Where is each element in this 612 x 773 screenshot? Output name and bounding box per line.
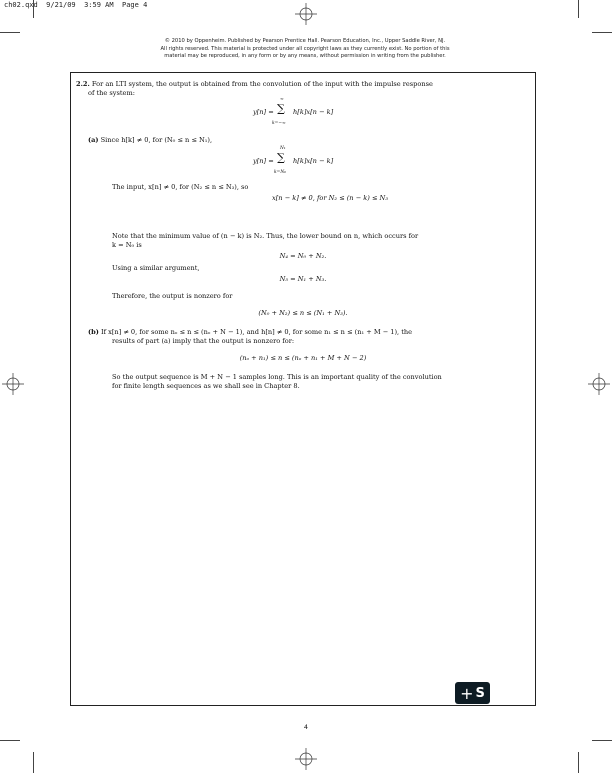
part-b-line: [88, 328, 412, 337]
equation-input-nonzero: x[n − k] ≠ 0, for N₂ ≤ (n − k) ≤ N₃: [272, 194, 388, 202]
registration-mark-top-icon: [295, 3, 317, 25]
part-a-line: [88, 136, 212, 145]
eq-lhs: y[n] =: [253, 157, 274, 165]
part-a-label: (a): [88, 136, 99, 144]
copyright-line: © 2010 by Oppenheim. Published by Pearson Prentice Hall. Pearson Education, Inc., Upper Saddle River, NJ.: [164, 38, 446, 44]
crop-mark-top-right-v: [578, 0, 579, 18]
registration-mark-bottom-icon: [295, 748, 317, 770]
copyright-line: material may be reproduced, in any form or by any means, without permission in writing from the publisher.: [164, 53, 446, 60]
part-b-label: (b): [88, 328, 99, 336]
copyright-notice: [105, 38, 505, 61]
equation-output-range: (N₀ + N₂) ≤ n ≤ (N₁ + N₃).: [258, 309, 348, 317]
eq-rhs: h[k]x[n − k]: [293, 157, 334, 165]
summation-icon: ∑: [277, 102, 285, 115]
registration-mark-left-icon: [2, 373, 24, 395]
part-b-text: If x[n] ≠ 0, for some nₒ ≤ n ≤ (nₒ + N − 1), and h[n] ≠ 0, for some n₁ ≤ n ≤ (n₁ + M − 1), the: [100, 328, 413, 336]
note-line: k = N₀ is: [112, 241, 142, 249]
eq-lhs: y[n] =: [253, 108, 274, 116]
equation-n5: N₅ = N₁ + N₃.: [279, 275, 327, 283]
problem-intro-text: For an LTI system, the output is obtained from the convolution of the input with the impulse response: [91, 80, 433, 88]
page-number: 4: [303, 723, 309, 731]
therefore-text: Therefore, the output is nonzero for: [112, 292, 233, 300]
equation-output-range-b: (nₒ + n₁) ≤ n ≤ (nₒ + n₁ + M + N − 2): [239, 354, 367, 362]
problem-intro-line: of the system:: [88, 89, 135, 97]
crop-mark-bottom-right-v: [578, 752, 579, 773]
part-b-line: results of part (a) imply that the output is nonzero for:: [112, 337, 295, 345]
equation-convolution-sum: [253, 97, 393, 127]
problem-number: 2.2.: [76, 80, 90, 88]
crop-mark-bottom-right-h: [592, 740, 612, 741]
registration-mark-right-icon: [588, 373, 610, 395]
similar-argument-text: Using a similar argument,: [112, 264, 200, 272]
print-slug: ch02.qxd 9/21/09 3:59 AM Page 4: [4, 1, 148, 9]
conclusion-line: So the output sequence is M + N − 1 samples long. This is an important quality of the convolution: [112, 373, 442, 381]
plus-icon: +: [460, 683, 474, 703]
crop-mark-bottom-left-h: [0, 740, 20, 741]
conclusion-line: for finite length sequences as we shall see in Chapter 8.: [112, 382, 300, 390]
eq-lower-limit: k=−∞: [272, 121, 286, 126]
crop-mark-bottom-left-v: [33, 752, 34, 773]
equation-finite-sum: [253, 146, 393, 176]
eq-upper-limit: ∞: [280, 97, 284, 102]
crop-mark-top-left-h: [0, 32, 20, 33]
badge-letter: S: [475, 685, 485, 701]
part-a-input-text: The input, x[n] ≠ 0, for (N₂ ≤ n ≤ N₃), so: [112, 183, 249, 191]
equation-n4: N₄ = N₀ + N₂.: [279, 252, 327, 260]
eq-lower-limit: k=N₀: [274, 170, 286, 175]
eq-rhs: h[k]x[n − k]: [293, 108, 334, 116]
note-line: Note that the minimum value of (n − k) is N₂. Thus, the lower bound on n, which occurs for: [112, 232, 419, 240]
scribd-badge-button[interactable]: [455, 682, 490, 704]
eq-upper-limit: N₁: [280, 146, 286, 151]
crop-mark-top-right-h: [592, 32, 612, 33]
copyright-line: All rights reserved. This material is protected under all copyright laws as they currently exist. No portion of this: [160, 45, 450, 52]
part-a-text: Since h[k] ≠ 0, for (N₀ ≤ n ≤ N₁),: [100, 136, 213, 144]
crop-mark-top-left-v: [33, 0, 34, 18]
summation-icon: ∑: [277, 151, 285, 164]
problem-intro-line: [76, 80, 433, 89]
